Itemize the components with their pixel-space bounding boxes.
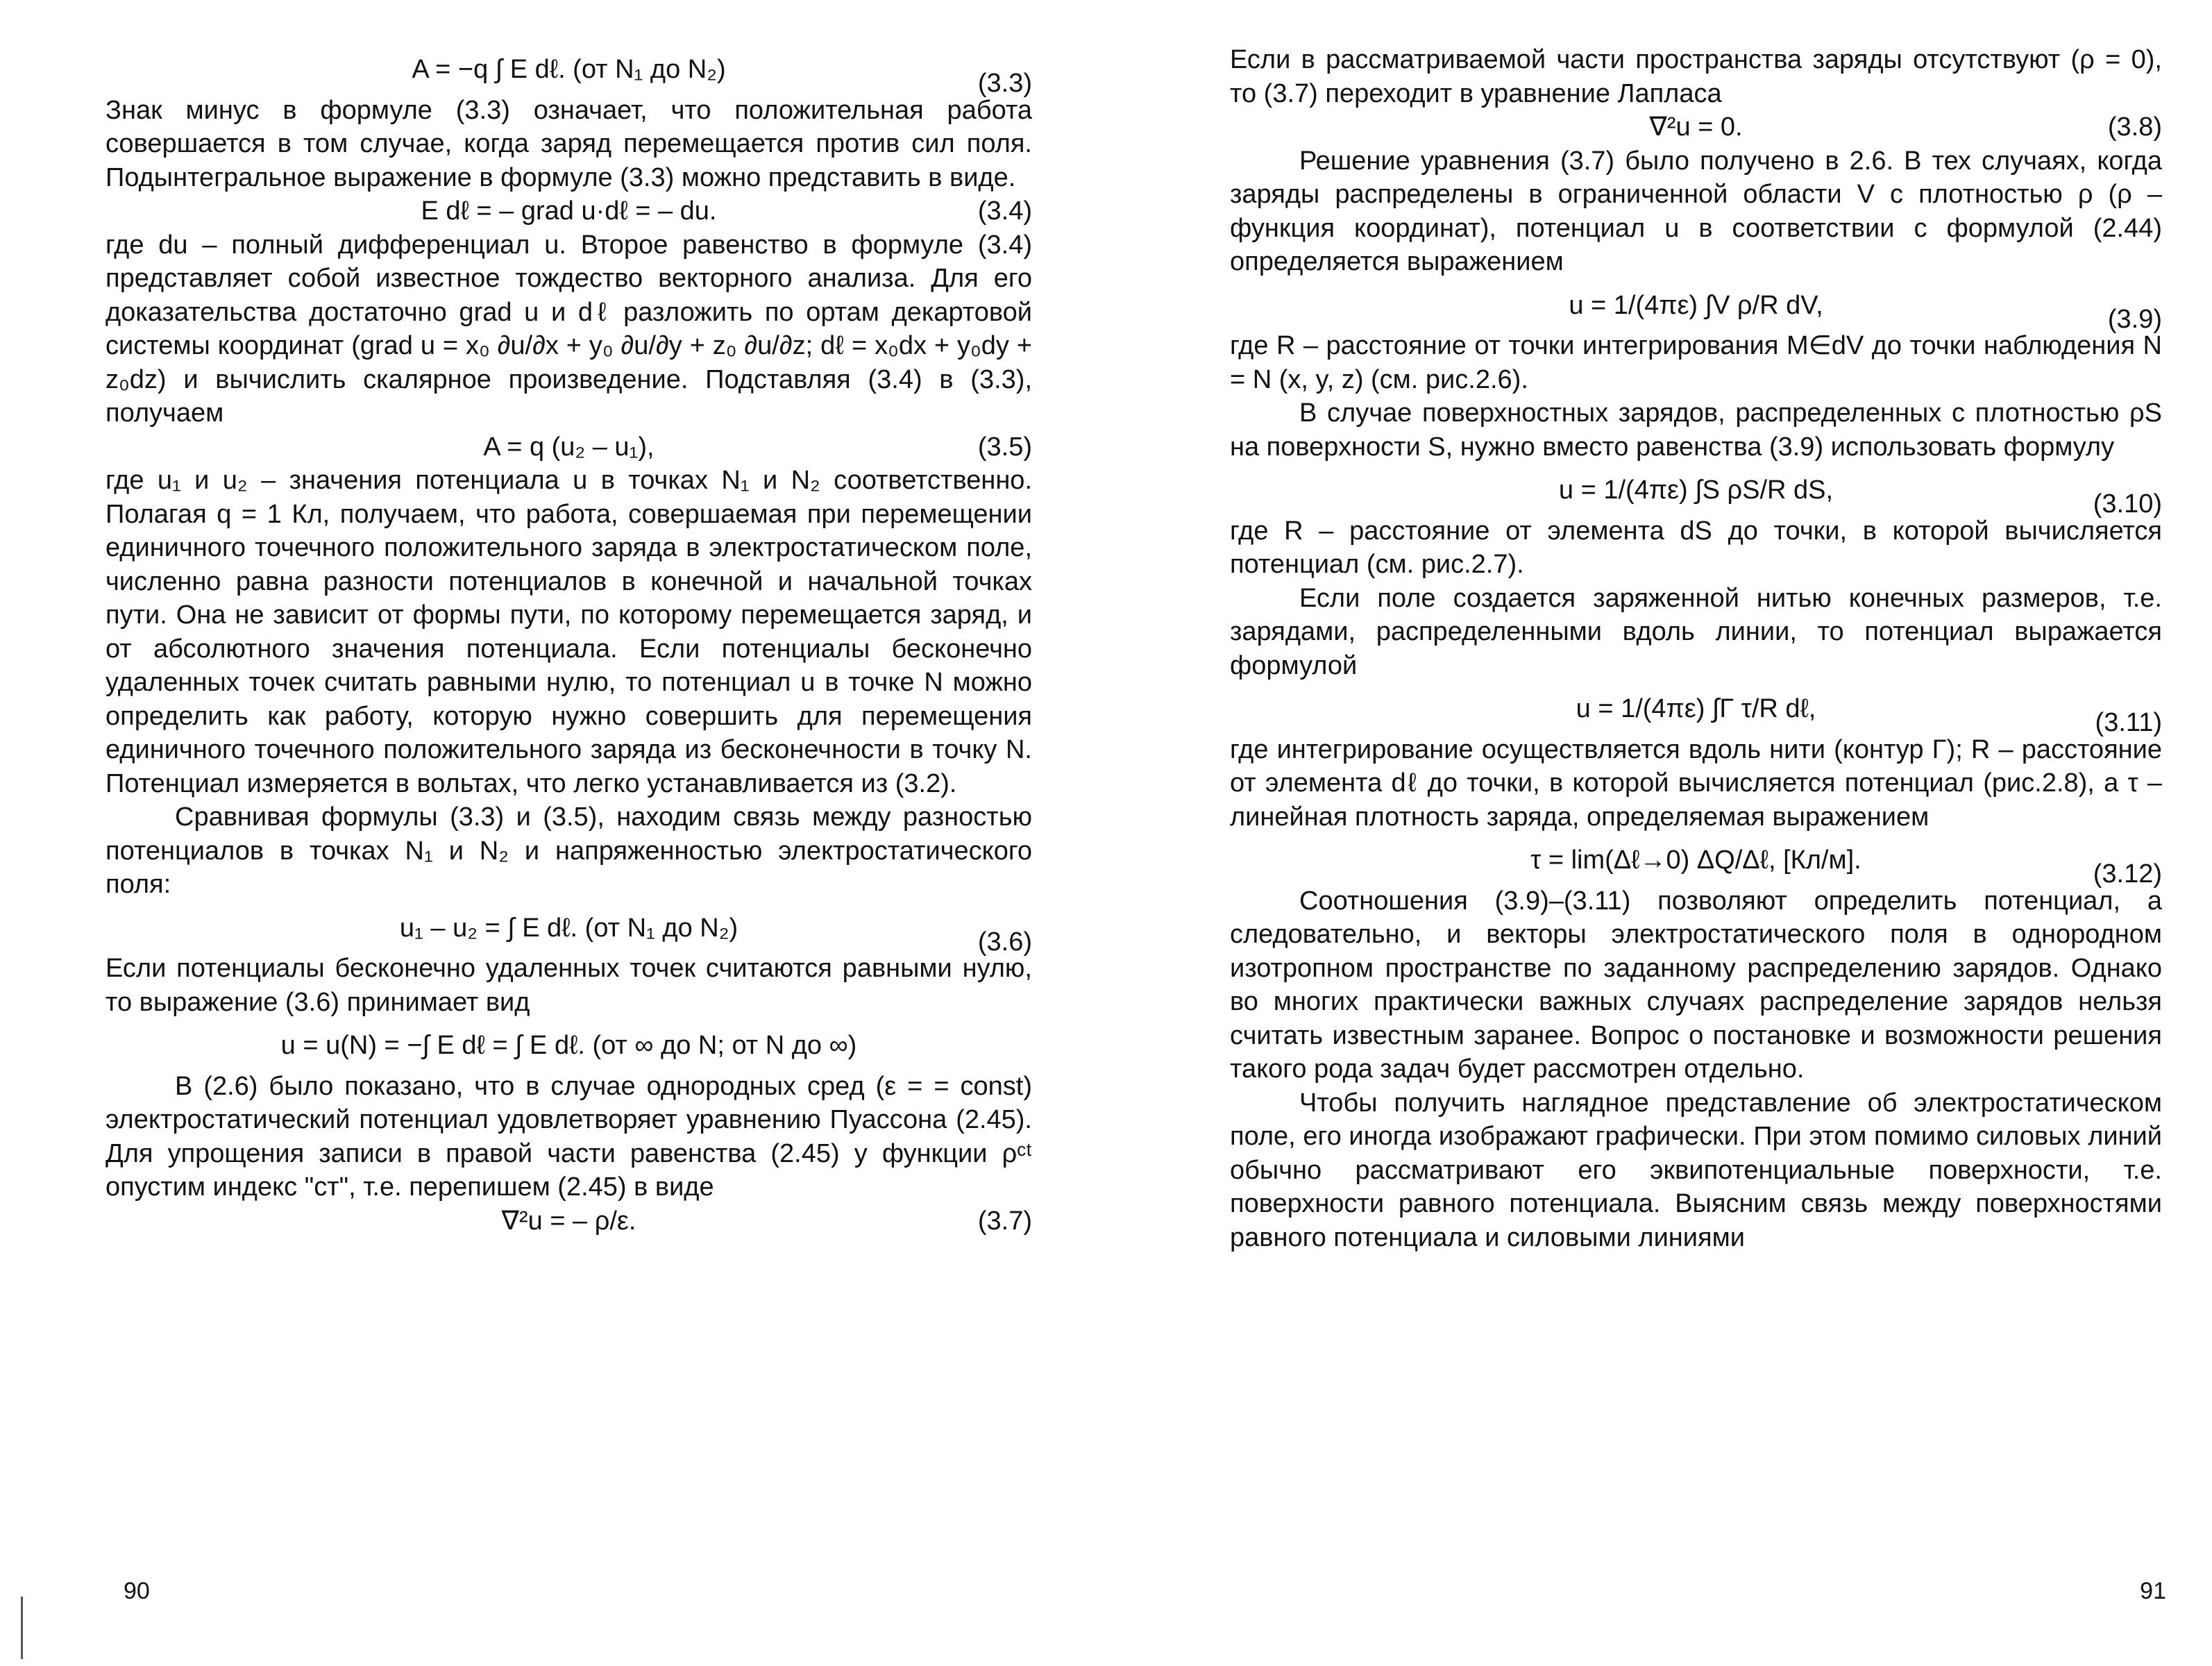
- equation-3-6: [105, 902, 1032, 957]
- paragraph: Если поле создается заряженной нитью конечных размеров, т.е. зарядами, распределенными вдоль линии, то потенциал выражается формулой: [1230, 583, 2162, 680]
- equation-number: (3.4): [977, 196, 1032, 226]
- equation-number: (3.8): [2107, 112, 2162, 142]
- equation-unnumbered: [105, 1019, 1032, 1070]
- equation-number: (3.7): [977, 1206, 1032, 1236]
- equation-body: u = 1/(4πε) ∫Γ τ/R dℓ,: [1576, 694, 1816, 723]
- equation-3-4: [105, 194, 1032, 228]
- paragraph: Знак минус в формуле (3.3) означает, что положительная работа совершается в том случае, когда заряд перемещается против сил поля. Подынтегральное выражение в формуле (3.3) можно представить в виде.: [105, 95, 1032, 192]
- equation-body: u = 1/(4πε) ∫V ρ/R dV,: [1569, 290, 1823, 320]
- equation-3-11: [1230, 682, 2162, 737]
- paragraph: где u₁ и u₂ – значения потенциала u в точках N₁ и N₂ соответственно. Полагая q = 1 Кл, получаем, что работа, совершаемая при перемещении единичного точечного положительного заряда в электростатическом поле, численно равна разности потенциалов в конечной и начальной точках пути. Она не зависит от формы пути, по которому перемещается заряд, и от абсолютного значения потенциала. Если потенциалы бесконечно удаленных точек считать равными нулю, то потенциал u в точке N можно определить как работу, которую нужно совершить для перемещения единичного точечного положительного заряда из бесконечности в точку N. Потенциал измеряется в вольтах, что легко устанавливается из (3.2).: [105, 466, 1032, 798]
- right-page-text-column: [1230, 43, 2162, 1254]
- paragraph: Чтобы получить наглядное представление об электростатическом поле, его иногда изображают графически. При этом помимо силовых линий обычно рассматривают его эквипотенциальные поверхности, т.е. поверхности равного потенциала. Выясним связь между поверхностями равного потенциала и силовыми линиями: [1230, 1088, 2162, 1252]
- equation-3-12: [1230, 834, 2162, 889]
- equation-body: u = 1/(4πε) ∫S ρS/R dS,: [1558, 476, 1834, 505]
- equation-body: ∇²u = – ρ/ε.: [501, 1206, 636, 1236]
- paragraph: Если в рассматриваемой части пространства заряды отсутствуют (ρ = 0), то (3.7) переходит в уравнение Лапласа: [1230, 45, 2162, 108]
- equation-3-5: [105, 430, 1032, 464]
- equation-3-8: [1230, 110, 2162, 144]
- paragraph: где R – расстояние от элемента dS до точки, в которой вычисляется потенциал (см. рис.2.7).: [1230, 516, 2162, 579]
- equation-body: u = u(N) = −∫ E dℓ = ∫ E dℓ. (от ∞ до N; от N до ∞): [280, 1031, 857, 1060]
- paragraph: Соотношения (3.9)–(3.11) позволяют определить потенциал, а следовательно, и векторы электростатического поля в однородном изотропном пространстве по заданному распределению зарядов. Однако во многих практически важных случаях распределение зарядов нельзя считать известным заранее. Вопрос о постановке и возможности решения такого рода задач будет рассмотрен отдельно.: [1230, 886, 2162, 1084]
- right-page: [1106, 0, 2212, 1666]
- equation-number: (3.11): [2095, 708, 2162, 737]
- left-page-text-column: [105, 43, 1032, 1238]
- equation-number: (3.9): [2107, 304, 2162, 334]
- equation-body: A = −q ∫ E dℓ. (от N₁ до N₂): [412, 55, 726, 84]
- paragraph: В случае поверхностных зарядов, распределенных с плотностью ρS на поверхности S, нужно вместо равенства (3.9) использовать формулу: [1230, 398, 2162, 462]
- equation-body: τ = lim(Δℓ→0) ΔQ/Δℓ, [Кл/м].: [1530, 845, 1861, 875]
- equation-body: ∇²u = 0.: [1649, 112, 1743, 142]
- page-number: 90: [124, 1578, 150, 1604]
- equation-number: (3.3): [977, 69, 1032, 98]
- equation-number: (3.6): [977, 927, 1032, 957]
- equation-3-3: [105, 43, 1032, 98]
- paragraph: где R – расстояние от точки интегрирования M∈dV до точки наблюдения N = N (x, y, z) (см. рис.2.6).: [1230, 331, 2162, 394]
- equation-number: (3.5): [977, 432, 1032, 462]
- paragraph: Решение уравнения (3.7) было получено в 2.6. В тех случаях, когда заряды распределены в ограниченной области V с плотностью ρ (ρ – функция координат), потенциал u в соответствии с формулой (2.44) определяется выражением: [1230, 146, 2162, 276]
- paragraph: где du – полный дифференциал u. Второе равенство в формуле (3.4) представляет собой известное тождество векторного анализа. Для его доказательства достаточно grad u и dℓ разложить по ортам декартовой системы координат (grad u = x₀ ∂u/∂x + y₀ ∂u/∂y + z₀ ∂u/∂z; dℓ = x₀dx + y₀dy + z₀dz) и вычислить скалярное произведение. Подставляя (3.4) в (3.3), получаем: [105, 230, 1032, 428]
- paragraph: Сравнивая формулы (3.3) и (3.5), находим связь между разностью потенциалов в точках N₁ и N₂ и напряженностью электростатического поля:: [105, 802, 1032, 899]
- equation-number: (3.10): [2093, 489, 2162, 519]
- scan-edge-mark: [21, 1597, 23, 1659]
- paragraph: В (2.6) было показано, что в случае однородных сред (ε = = const) электростатический потенциал удовлетворяет уравнению Пуассона (2.45). Для упрощения записи в правой части равенства (2.45) у функции ρᶜᵗ опустим индекс "ст", т.е. перепишем (2.45) в виде: [105, 1071, 1032, 1202]
- paragraph: Если потенциалы бесконечно удаленных точек считаются равными нулю, то выражение (3.6) принимает вид: [105, 954, 1032, 1017]
- page-number: 91: [2140, 1578, 2166, 1604]
- equation-body: E dℓ = – grad u·dℓ = – du.: [421, 196, 717, 226]
- equation-3-9: [1230, 279, 2162, 334]
- equation-number: (3.12): [2093, 859, 2162, 889]
- equation-body: u₁ – u₂ = ∫ E dℓ. (от N₁ до N₂): [399, 913, 738, 943]
- equation-3-7: [105, 1204, 1032, 1238]
- paragraph: где интегрирование осуществляется вдоль нити (контур Γ); R – расстояние от элемента dℓ до точки, в которой вычисляется потенциал (рис.2.8), а τ – линейная плотность заряда, определяемая выражением: [1230, 734, 2162, 832]
- equation-body: A = q (u₂ – u₁),: [483, 432, 655, 462]
- equation-3-10: [1230, 464, 2162, 519]
